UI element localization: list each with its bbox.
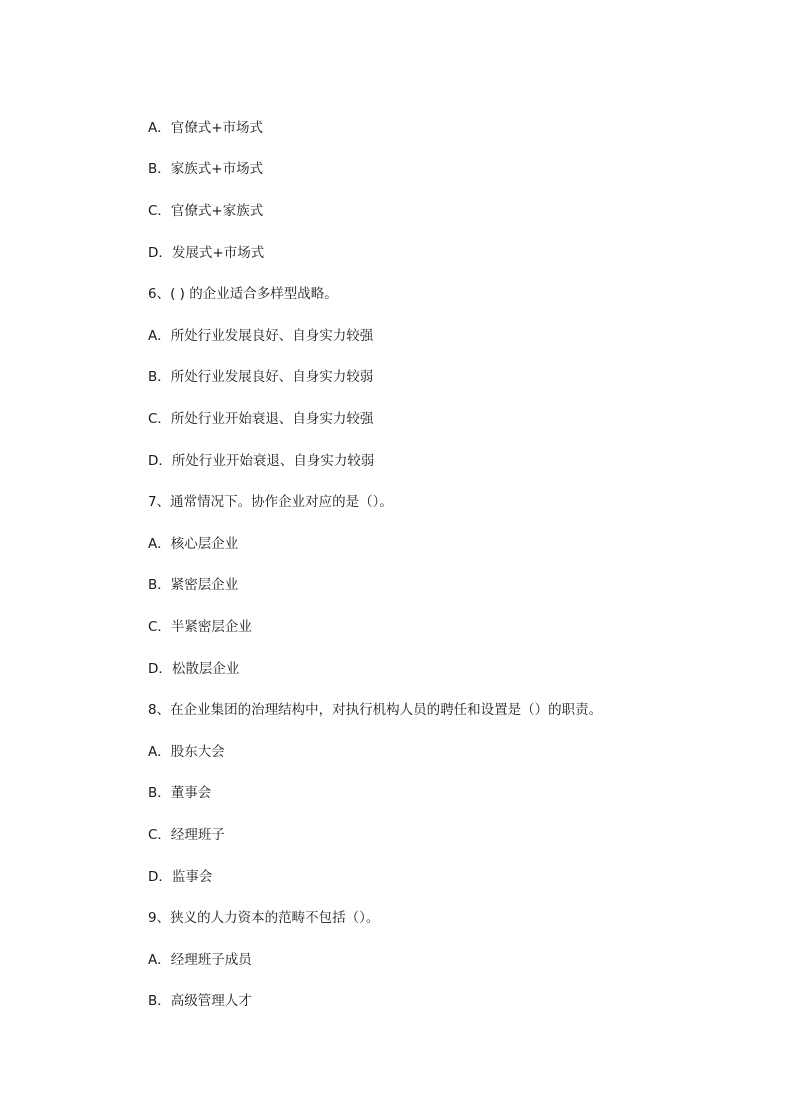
option-7a: A．核心层企业 bbox=[148, 536, 239, 552]
option-8b: B．董事会 bbox=[148, 785, 212, 801]
option-5d: D．发展式+市场式 bbox=[148, 245, 265, 261]
option-8c: C．经理班子 bbox=[148, 827, 225, 843]
option-9b: B．高级管理人才 bbox=[148, 993, 252, 1009]
option-5a: A．官僚式+市场式 bbox=[148, 120, 264, 136]
option-7d: D．松散层企业 bbox=[148, 661, 240, 677]
option-7b: B．紧密层企业 bbox=[148, 577, 239, 593]
option-6c: C．所处行业开始衰退、自身实力较强 bbox=[148, 411, 374, 427]
option-8d: D．监事会 bbox=[148, 869, 213, 885]
option-6b: B．所处行业发展良好、自身实力较弱 bbox=[148, 369, 374, 385]
option-7c: C．半紧密层企业 bbox=[148, 619, 252, 635]
option-6a: A．所处行业发展良好、自身实力较强 bbox=[148, 328, 374, 344]
option-9a: A．经理班子成员 bbox=[148, 952, 252, 968]
option-8a: A．股东大会 bbox=[148, 744, 225, 760]
question-6: 6、( ) 的企业适合多样型战略。 bbox=[148, 286, 338, 302]
option-5b: B．家族式+市场式 bbox=[148, 161, 264, 177]
option-5c: C．官僚式+家族式 bbox=[148, 203, 264, 219]
question-8: 8、在企业集团的治理结构中，对执行机构人员的聘任和设置是（）的职责。 bbox=[148, 702, 603, 718]
question-9: 9、狭义的人力资本的范畴不包括（）。 bbox=[148, 910, 380, 926]
option-6d: D．所处行业开始衰退、自身实力较弱 bbox=[148, 453, 375, 469]
question-7: 7、通常情况下。协作企业对应的是（）。 bbox=[148, 494, 393, 510]
